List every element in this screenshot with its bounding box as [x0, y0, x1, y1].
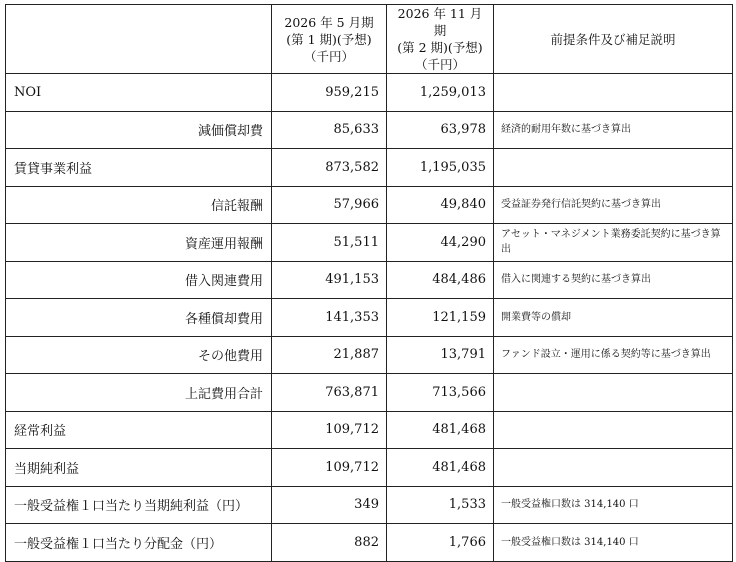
value-may: 763,871 [272, 374, 387, 412]
header-nov-forecast [387, 5, 494, 74]
row-label: 一般受益権１口当たり当期純利益（円） [6, 486, 272, 524]
table-row [6, 449, 733, 487]
header-may-period: 2026 年 5 月期 [284, 14, 374, 30]
table-row [6, 411, 733, 449]
row-note: 受益証券発行信託契約に基づき算出 [494, 186, 733, 224]
value-may: 109,712 [272, 449, 387, 487]
row-note: 一般受益権口数は 314,140 口 [494, 524, 733, 562]
row-label: 当期純利益 [6, 449, 272, 487]
header-nov-term: (第 2 期)(予想) [397, 40, 483, 55]
value-nov: 44,290 [387, 224, 494, 262]
row-note: アセット・マネジメント業務委託契約に基づき算出 [494, 224, 733, 262]
row-label: 一般受益権１口当たり分配金（円） [6, 524, 272, 562]
row-note [494, 411, 733, 449]
table-row [6, 486, 733, 524]
value-nov: 1,766 [387, 524, 494, 562]
header-may-term: (第 1 期)(予想) [286, 31, 372, 47]
value-may: 882 [272, 524, 387, 562]
value-may: 51,511 [272, 224, 387, 262]
table-row [6, 261, 733, 299]
value-nov: 63,978 [387, 111, 494, 149]
table-row [6, 149, 733, 187]
value-nov: 481,468 [387, 449, 494, 487]
row-label: NOI [6, 74, 272, 112]
row-note: 開業費等の償却 [494, 299, 733, 337]
value-may: 57,966 [272, 186, 387, 224]
value-may: 21,887 [272, 336, 387, 374]
value-may: 349 [272, 486, 387, 524]
value-nov: 713,566 [387, 374, 494, 412]
row-note: 経済的耐用年数に基づき算出 [494, 111, 733, 149]
value-nov: 1,195,035 [387, 149, 494, 187]
row-label: その他費用 [6, 336, 272, 374]
table-row [6, 224, 733, 262]
value-nov: 481,468 [387, 411, 494, 449]
value-may: 959,215 [272, 74, 387, 112]
row-note: 一般受益権口数は 314,140 口 [494, 486, 733, 524]
header-may-forecast [272, 5, 387, 74]
row-label: 減価償却費 [6, 111, 272, 149]
row-note [494, 449, 733, 487]
value-nov: 49,840 [387, 186, 494, 224]
table-row [6, 374, 733, 412]
row-note: 借入に関連する契約に基づき算出 [494, 261, 733, 299]
row-label: 賃貸事業利益 [6, 149, 272, 187]
table-header-row [6, 5, 733, 74]
value-may: 141,353 [272, 299, 387, 337]
table-row [6, 111, 733, 149]
header-may-unit: （千円） [303, 48, 354, 64]
header-label-cell [6, 5, 272, 74]
row-label: 資産運用報酬 [6, 224, 272, 262]
table-row [6, 336, 733, 374]
value-nov: 484,486 [387, 261, 494, 299]
value-nov: 1,259,013 [387, 74, 494, 112]
row-label: 上記費用合計 [6, 374, 272, 412]
value-nov: 13,791 [387, 336, 494, 374]
header-notes: 前提条件及び補足説明 [494, 5, 733, 74]
row-label: 各種償却費用 [6, 299, 272, 337]
value-nov: 1,533 [387, 486, 494, 524]
table-row [6, 186, 733, 224]
row-note [494, 374, 733, 412]
header-nov-unit: （千円） [414, 57, 465, 72]
table-row [6, 524, 733, 562]
row-label: 経常利益 [6, 411, 272, 449]
value-nov: 121,159 [387, 299, 494, 337]
table-row [6, 299, 733, 337]
value-may: 873,582 [272, 149, 387, 187]
row-note: ファンド設立・運用に係る契約等に基づき算出 [494, 336, 733, 374]
row-label: 信託報酬 [6, 186, 272, 224]
row-note [494, 149, 733, 187]
value-may: 109,712 [272, 411, 387, 449]
value-may: 491,153 [272, 261, 387, 299]
row-note [494, 74, 733, 112]
table-row [6, 74, 733, 112]
row-label: 借入関連費用 [6, 261, 272, 299]
value-may: 85,633 [272, 111, 387, 149]
header-nov-period: 2026 年 11 月期 [397, 6, 483, 38]
forecast-table [5, 4, 733, 562]
